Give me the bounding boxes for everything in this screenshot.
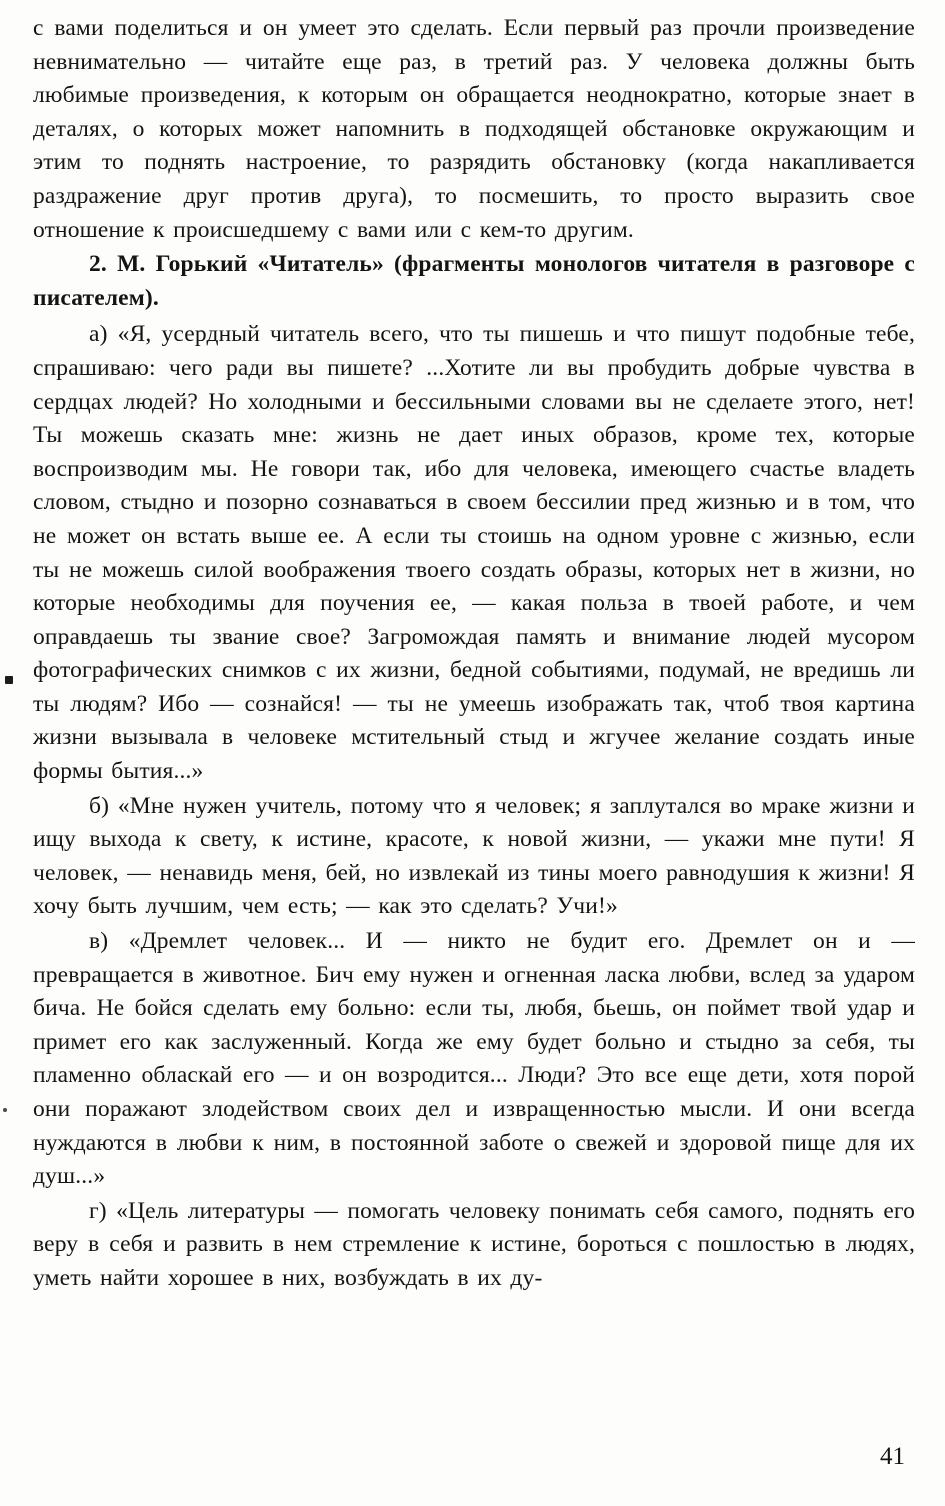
paragraph-a: а) «Я, усердный читатель всего, что ты пишешь и что пишут подобные тебе, спрашиваю: чего ради вы пишете? ...Хотите ли вы пробудить добрые чувства в сердцах людей? Но холодными и бессильными словами вы не сделаете этого, нет! Ты можешь сказать мне: жизнь не дает иных образов, кроме тех, которые воспроизводим мы. Не говори так, ибо для человека, имеющего счастье владеть словом, стыдно и позорно сознаваться в своем бессилии пред жизнью и в том, что не может он встать выше ее. А если ты стоишь на одном уровне с жизнью, если ты не можешь силой воображения твоего создать образы, которых нет в жизни, но которые необходимы для поучения ее, — какая польза в твоей работе, и чем оправдаешь ты звание свое? Загромождая память и внимание людей мусором фотографических снимков с их жизни, бедной событиями, подумай, не вредишь ли ты людям? Ибо — сознайся! — ты не умеешь изображать так, чтоб твоя картина жизни вызывала в человеке мстительный стыд и жгучее желание создать иные формы бытия...» (33, 321, 915, 785)
paragraph-v: в) «Дремлет человек... И — никто не будит его. Дремлет он и — превращается в животное. Бич ему нужен и огненная ласка любви, вслед за ударом бича. Не бойся сделать ему больно: если ты, любя, бьешь, он поймет твой удар и примет его как заслуженный. Когда же ему будет больно и стыдно за себя, ты пламенно обласкай его — и он возродится... Люди? Это все еще дети, хотя порой они поражают злодейством своих дел и извращенностью мысли. И они всегда нуждаются в любви к ним, в постоянной заботе о свежей и здоровой пище для их душ...» (33, 928, 915, 1190)
page-number: 41 (880, 1443, 905, 1471)
scan-artifact-dot (5, 676, 13, 684)
scan-artifact-dot-small (3, 1108, 7, 1112)
paragraph-g: г) «Цель литературы — помогать человеку понимать себя самого, поднять его веру в себя и развить в нем стремление к истине, бороться с пошлостью в людях, уметь найти хорошее в них, возбуждать в их ду- (33, 1197, 915, 1291)
paragraph-b: б) «Мне нужен учитель, потому что я человек; я заплутался во мраке жизни и ищу выхода к свету, к истине, красоте, к новой жизни, — укажи мне пути! Я человек, — ненавидь меня, бей, но извлекай из тины моего равнодушия к жизни! Я хочу быть лучшим, чем есть; — как это сделать? Учи!» (33, 792, 915, 920)
paragraph-continuation: с вами поделиться и он умеет это сделать. Если первый раз прочли произведение невнимательно — читайте еще раз, в третий раз. У человека должны быть любимые произведения, к которым он обращается неоднократно, которые знает в деталях, о которых может напомнить в подходящей обстановке окружающим и этим то поднять настроение, то разрядить обстановку (когда накапливается раздражение друг против друга), то посмешить, то просто выразить свое отношение к происшедшему с вами или с кем-то другим. (33, 15, 915, 243)
section-heading: 2. М. Горький «Читатель» (фрагменты монологов читателя в разговоре с писателем). (33, 251, 915, 311)
